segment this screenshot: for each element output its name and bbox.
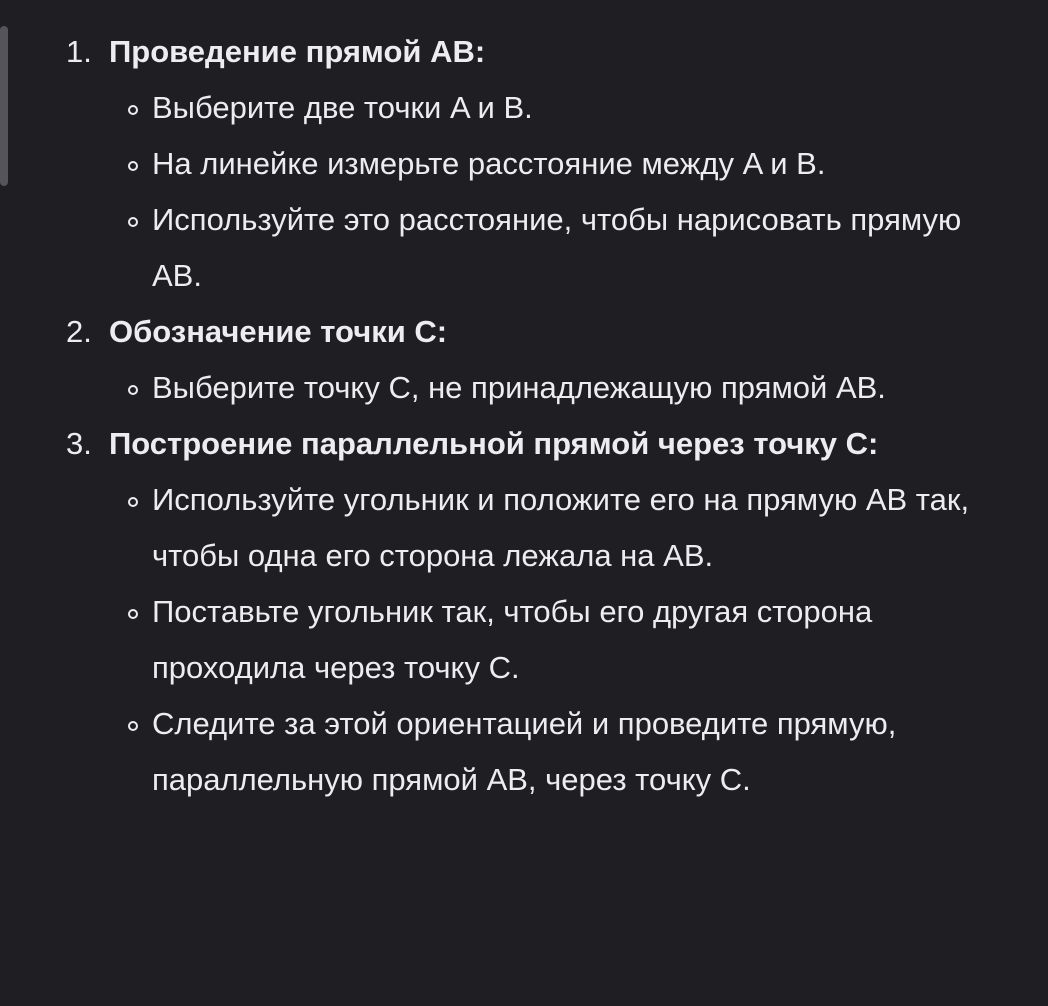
hollow-circle-bullet-icon <box>128 721 138 731</box>
step-item <box>0 24 1048 304</box>
hollow-circle-bullet-icon <box>128 217 138 227</box>
hollow-circle-bullet-icon <box>128 497 138 507</box>
hollow-circle-bullet-icon <box>128 105 138 115</box>
step-bullets <box>109 360 1048 416</box>
step-bullets <box>109 472 1048 808</box>
steps-list <box>0 24 1048 808</box>
step-number: 2. <box>66 314 92 349</box>
hollow-circle-bullet-icon <box>128 385 138 395</box>
bullet-item <box>109 80 1002 136</box>
step-item <box>0 416 1048 808</box>
bullet-item <box>109 192 1002 304</box>
step-title: Построение параллельной прямой через точку C: <box>109 426 879 461</box>
step-bullets <box>109 80 1048 304</box>
bullet-text: Используйте угольник и положите его на прямую AB так, чтобы одна его сторона лежала на AB. <box>152 482 970 573</box>
bullet-text: Выберите две точки A и B. <box>152 90 533 125</box>
hollow-circle-bullet-icon <box>128 161 138 171</box>
bullet-text: Следите за этой ориентацией и проведите прямую, параллельную прямой AB, через точку C. <box>152 706 897 797</box>
bullet-item <box>109 696 1002 808</box>
step-number: 1. <box>66 34 92 69</box>
bullet-text: Выберите точку C, не принадлежащую прямой AB. <box>152 370 886 405</box>
bullet-text: Поставьте угольник так, чтобы его другая сторона проходила через точку C. <box>152 594 873 685</box>
step-title: Обозначение точки C: <box>109 314 448 349</box>
bullet-item <box>109 360 1002 416</box>
bullet-item <box>109 472 1002 584</box>
bullet-text: На линейке измерьте расстояние между A и B. <box>152 146 826 181</box>
hollow-circle-bullet-icon <box>128 609 138 619</box>
step-number: 3. <box>66 426 92 461</box>
bullet-item <box>109 136 1002 192</box>
step-title: Проведение прямой AB: <box>109 34 486 69</box>
bullet-text: Используйте это расстояние, чтобы нарисовать прямую AB. <box>152 202 962 293</box>
step-item <box>0 304 1048 416</box>
bullet-item <box>109 584 1002 696</box>
response-content <box>0 24 1048 808</box>
